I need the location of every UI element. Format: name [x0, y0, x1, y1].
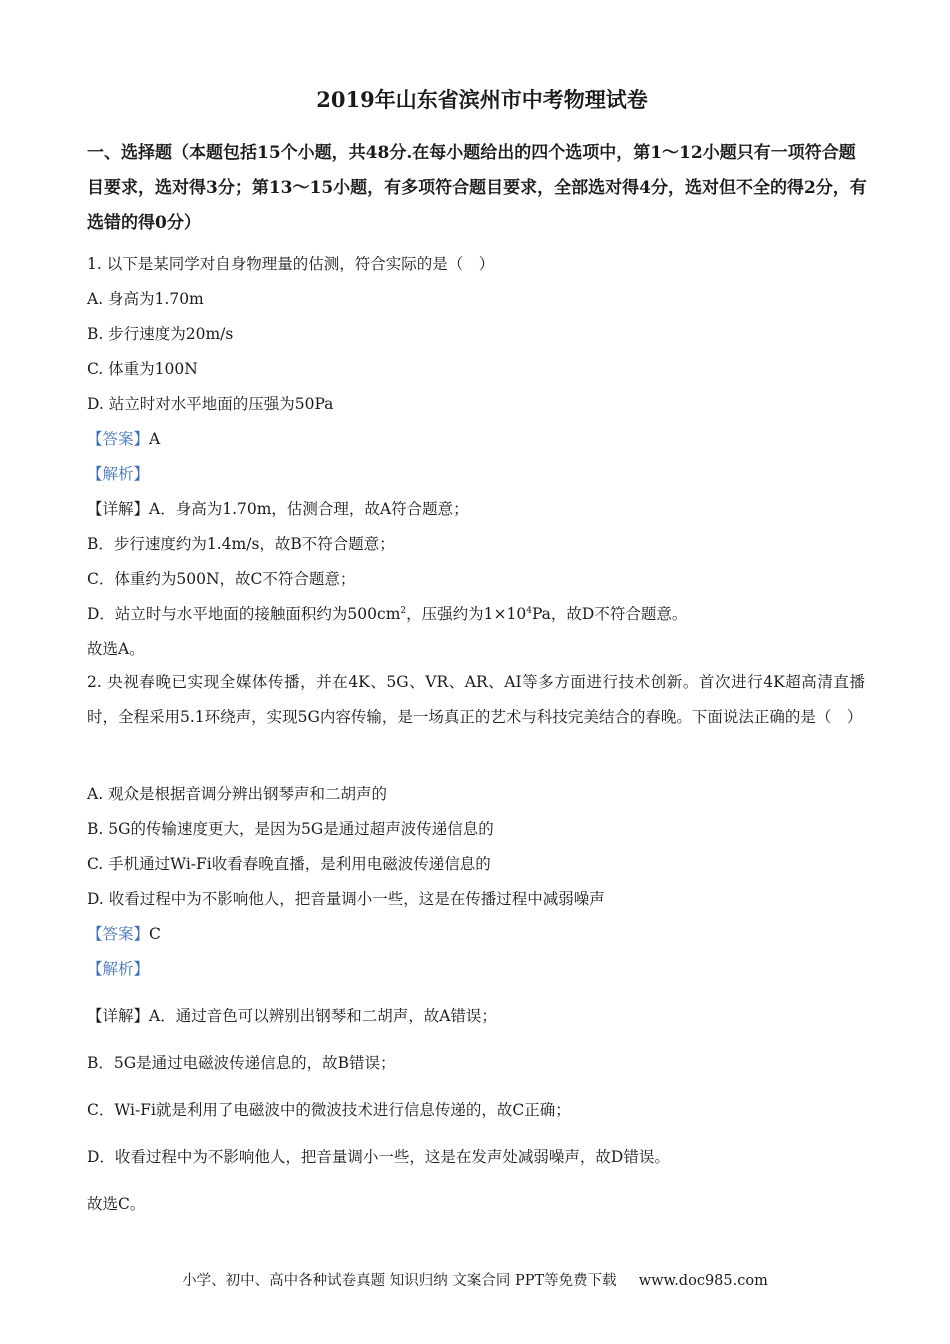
detail-text: A．身高为1.70m，估测合理，故A符合题意；	[149, 500, 469, 518]
detail-text: A．通过音色可以辨别出钢琴和二胡声，故A错误；	[149, 1007, 497, 1025]
answer-label: 【答案】	[87, 430, 150, 448]
question-2-option-a: A. 观众是根据音调分辨出钢琴声和二胡声的	[87, 785, 388, 803]
question-1-option-c: C. 体重为100N	[87, 360, 198, 378]
detail-label: 【详解】	[87, 1007, 150, 1025]
question-1-conclusion: 故选A。	[87, 640, 145, 658]
detail-d-part2: ，压强约为1×10	[406, 605, 527, 623]
question-1-analysis-label: 【解析】	[87, 465, 150, 483]
question-2-conclusion: 故选C。	[87, 1195, 146, 1213]
question-2-stem: 2. 央视春晚已实现全媒体传播，并在4K、5G、VR、AR、AI等多方面进行技术创新。首次进行4K超高清直播时，全程采用5.1环绕声，实现5G内容传输，是一场真正的艺术与科技完美结合的春晚。下面说法正确的是（ ）	[87, 673, 865, 726]
detail-d-sup2: 4	[526, 605, 532, 616]
answer-value: A	[149, 430, 161, 448]
question-1-option-b: B. 步行速度为20m/s	[87, 325, 234, 343]
section-header: 一、选择题（本题包括15个小题，共48分.在每小题给出的四个选项中，第1～12小题只有一项符合题目要求，选对得3分；第13～15小题，有多项符合题目要求，全部选对得4分，选对但不全的得2分，有选错的得0分）	[87, 143, 867, 233]
question-2-option-b: B. 5G的传输速度更大，是因为5G是通过超声波传递信息的	[87, 820, 494, 838]
question-2-detail-b: B．5G是通过电磁波传递信息的，故B错误；	[87, 1054, 396, 1072]
detail-d-part3: Pa，故D不符合题意。	[531, 605, 688, 623]
answer-label: 【答案】	[87, 925, 150, 943]
question-2-answer	[87, 922, 161, 944]
question-2-option-c: C. 手机通过Wi-Fi收看春晚直播，是利用电磁波传递信息的	[87, 855, 491, 873]
question-2-option-d: D. 收看过程中为不影响他人，把音量调小一些，这是在传播过程中减弱噪声	[87, 890, 605, 908]
question-1-detail-c: C．体重约为500N，故C不符合题意；	[87, 570, 356, 588]
question-1-detail-d	[87, 602, 687, 624]
question-2-analysis-label: 【解析】	[87, 960, 150, 978]
footer-url[interactable]: www.doc985.com	[638, 1273, 768, 1289]
detail-d-part1: D．站立时与水平地面的接触面积约为500cm	[87, 605, 401, 623]
question-1-detail-a	[87, 497, 469, 519]
question-1-option-a: A. 身高为1.70m	[87, 290, 204, 308]
question-2-detail-a	[87, 1004, 497, 1026]
question-1-stem: 1. 以下是某同学对自身物理量的估测，符合实际的是（ ）	[87, 255, 495, 273]
document-title: 2019年山东省滨州市中考物理试卷	[316, 87, 648, 112]
question-2-detail-c: C．Wi-Fi就是利用了电磁波中的微波技术进行信息传递的，故C正确；	[87, 1101, 571, 1119]
footer-text: 小学、初中、高中各种试卷真题 知识归纳 文案合同 PPT等免费下载	[182, 1273, 617, 1289]
question-1-answer	[87, 427, 160, 449]
question-1-detail-b: B．步行速度约为1.4m/s，故B不符合题意；	[87, 535, 395, 553]
detail-d-sup1: 2	[400, 605, 407, 616]
detail-label: 【详解】	[87, 500, 150, 518]
page-footer	[0, 1269, 950, 1290]
question-1-option-d: D. 站立时对水平地面的压强为50Pa	[87, 395, 334, 413]
answer-value: C	[149, 925, 161, 943]
question-2-detail-d: D．收看过程中为不影响他人，把音量调小一些，这是在发声处减弱噪声，故D错误。	[87, 1148, 670, 1166]
